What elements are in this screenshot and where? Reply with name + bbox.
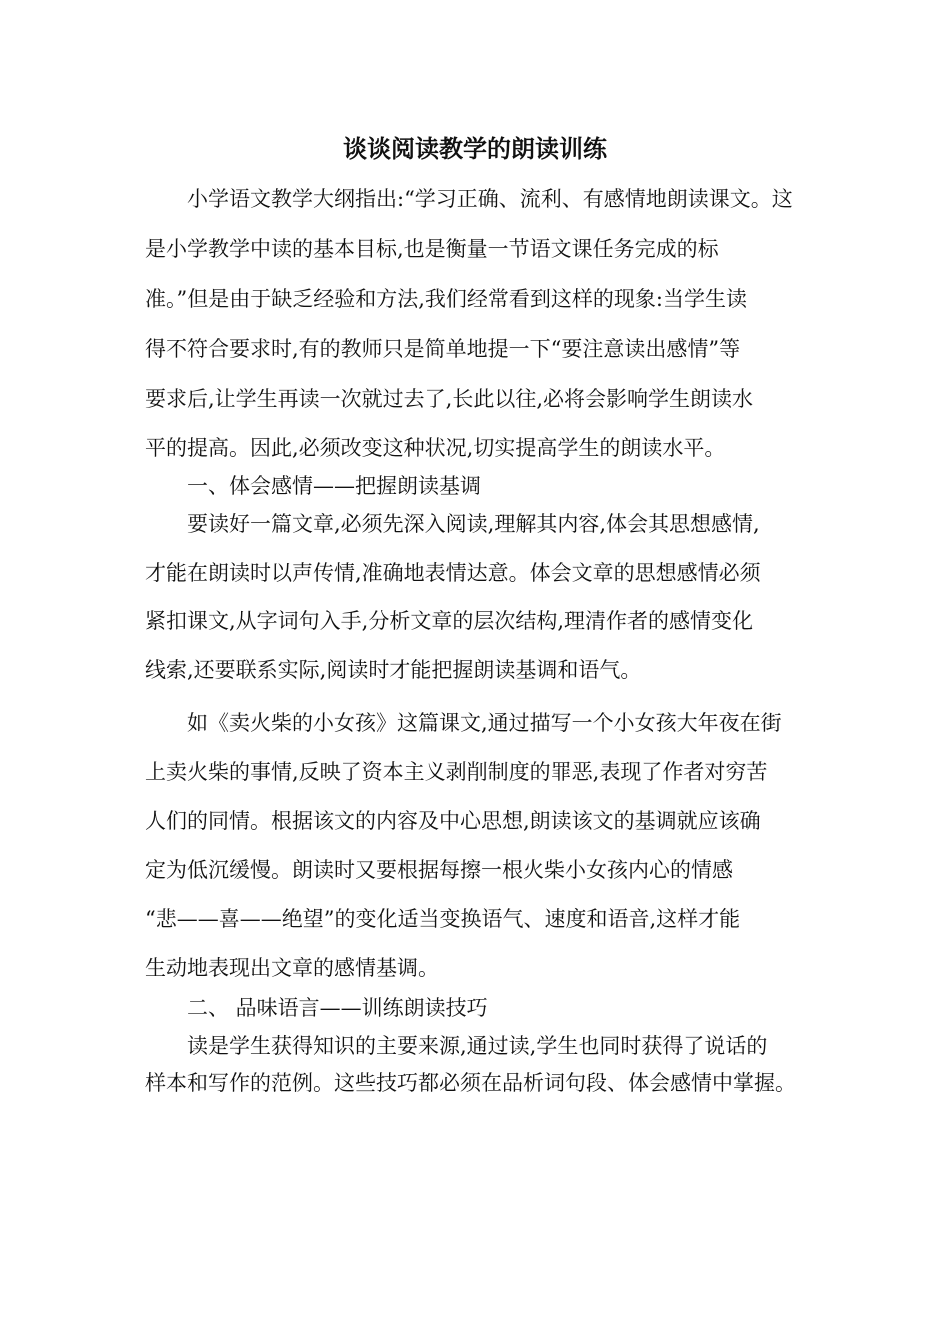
- paragraph-line: 线索,还要联系实际,阅读时才能把握朗读基调和语气。: [145, 658, 642, 682]
- paragraph-line: 要读好一篇文章,必须先深入阅读,理解其内容,体会其思想感情,: [187, 512, 760, 536]
- paragraph-line: 生动地表现出文章的感情基调。: [145, 956, 439, 980]
- paragraph-line: 要求后,让学生再读一次就过去了,长此以往,必将会影响学生朗读水: [145, 387, 754, 411]
- paragraph-line: 定为低沉缓慢。朗读时又要根据每擦一根火柴小女孩内心的情感: [145, 858, 733, 882]
- paragraph-line: 得不符合要求时,有的教师只是简单地提一下“要注意读出感情”等: [145, 337, 741, 361]
- paragraph-line: 样本和写作的范例。这些技巧都必须在品析词句段、体会感情中掌握。: [145, 1071, 796, 1095]
- paragraph-line: “悲——喜——绝望”的变化适当变换语气、速度和语音,这样才能: [145, 907, 741, 931]
- paragraph-line: 如《卖火柴的小女孩》这篇课文,通过描写一个小女孩大年夜在街: [187, 711, 782, 735]
- section-heading: 一、体会感情——把握朗读基调: [187, 474, 481, 498]
- paragraph-line: 紧扣课文,从字词句入手,分析文章的层次结构,理清作者的感情变化: [145, 609, 754, 633]
- paragraph-line: 人们的同情。根据该文的内容及中心思想,朗读该文的基调就应该确: [145, 809, 761, 833]
- paragraph-line: 才能在朗读时以声传情,准确地表情达意。体会文章的思想感情必须: [145, 561, 761, 585]
- paragraph-line: 上卖火柴的事情,反映了资本主义剥削制度的罪恶,表现了作者对穷苦: [145, 760, 768, 784]
- document-title: 谈谈阅读教学的朗读训练: [343, 134, 607, 163]
- paragraph-line: 小学语文教学大纲指出:“学习正确、流利、有感情地朗读课文。这: [187, 187, 793, 211]
- section-heading: 二、 品味语言——训练朗读技巧: [187, 996, 488, 1020]
- paragraph-line: 读是学生获得知识的主要来源,通过读,学生也同时获得了说话的: [187, 1034, 768, 1058]
- paragraph-line: 平的提高。因此,必须改变这种状况,切实提高学生的朗读水平。: [145, 436, 726, 460]
- paragraph-line: 准。”但是由于缺乏经验和方法,我们经常看到这样的现象:当学生读: [145, 287, 747, 311]
- paragraph-line: 是小学教学中读的基本目标,也是衡量一节语文课任务完成的标: [145, 237, 719, 261]
